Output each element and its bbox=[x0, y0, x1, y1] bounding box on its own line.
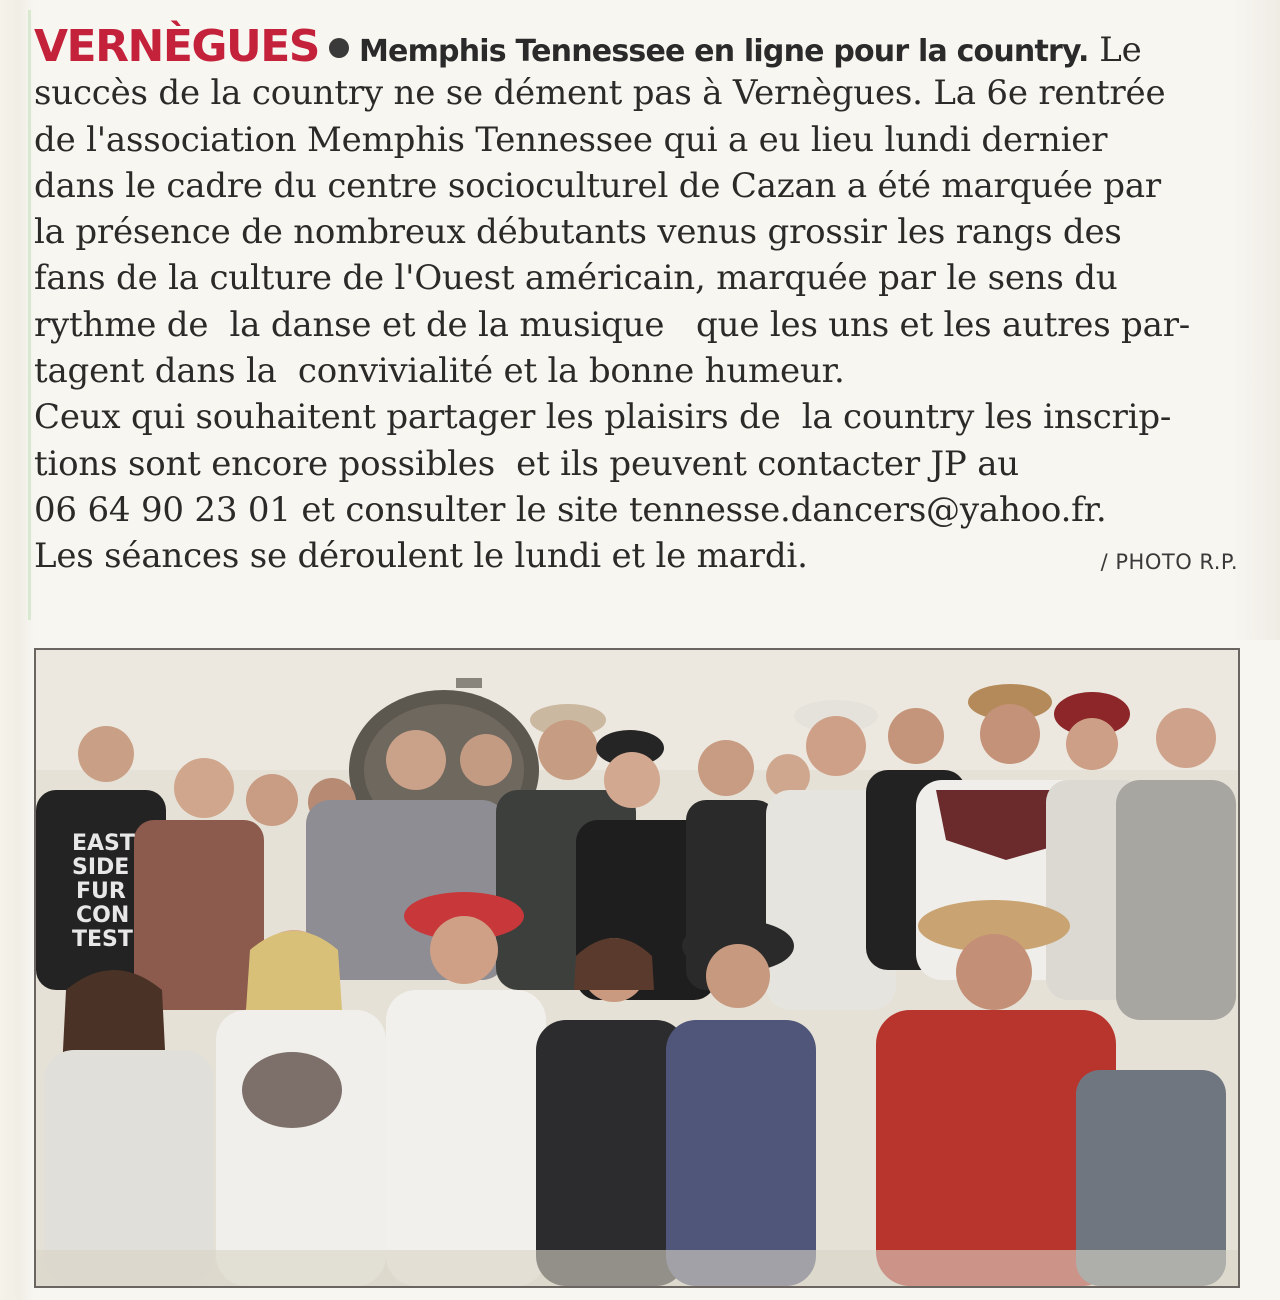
body-line: Les séances se déroulent le lundi et le mardi. bbox=[34, 536, 808, 577]
location-kicker: VERNÈGUES bbox=[34, 21, 319, 72]
bullet-icon bbox=[329, 38, 349, 58]
body-line: succès de la country ne se dément pas à Vernègues. La 6e rentrée bbox=[34, 73, 1166, 114]
body-line: Ceux qui souhaitent partager les plaisirs de la country les inscrip- bbox=[34, 397, 1172, 438]
headline-line bbox=[34, 21, 1234, 72]
shirt-print-line: EAST bbox=[72, 831, 135, 856]
body-line: la présence de nombreux débutants venus grossir les rangs des bbox=[34, 212, 1122, 253]
group-photo-illustration bbox=[36, 650, 1238, 1286]
wall-sign bbox=[456, 678, 482, 688]
shirt-print-line: TEST bbox=[72, 927, 133, 952]
headline: Memphis Tennessee en ligne pour la country. bbox=[358, 34, 1089, 69]
shirt-print-line: FUR bbox=[76, 879, 126, 904]
shirt-print-line: CON bbox=[76, 903, 130, 928]
column-rule bbox=[28, 10, 31, 620]
body-line: de l'association Memphis Tennessee qui a eu lieu lundi dernier bbox=[34, 119, 1108, 160]
page-margin-right bbox=[1232, 0, 1280, 640]
article bbox=[34, 21, 1234, 580]
body-line: tions sont encore possibles et ils peuvent contacter JP au bbox=[34, 443, 1019, 484]
photo-floor bbox=[36, 1250, 1238, 1286]
group-photo bbox=[34, 648, 1240, 1288]
shirt-print-line: SIDE bbox=[72, 855, 130, 880]
body-line: rythme de la danse et de la musique que les uns et les autres par- bbox=[34, 304, 1191, 345]
body-line: 06 64 90 23 01 et consulter le site tennesse.dancers@yahoo.fr. bbox=[34, 489, 1107, 530]
body-line: Le bbox=[1088, 30, 1142, 70]
body-line: dans le cadre du centre socioculturel de Cazan a été marquée par bbox=[34, 165, 1161, 206]
body-line: tagent dans la convivialité et la bonne humeur. bbox=[34, 351, 845, 392]
photo-credit: / PHOTO R.P. bbox=[1100, 550, 1238, 574]
body-line: fans de la culture de l'Ouest américain, marquée par le sens du bbox=[34, 258, 1118, 299]
